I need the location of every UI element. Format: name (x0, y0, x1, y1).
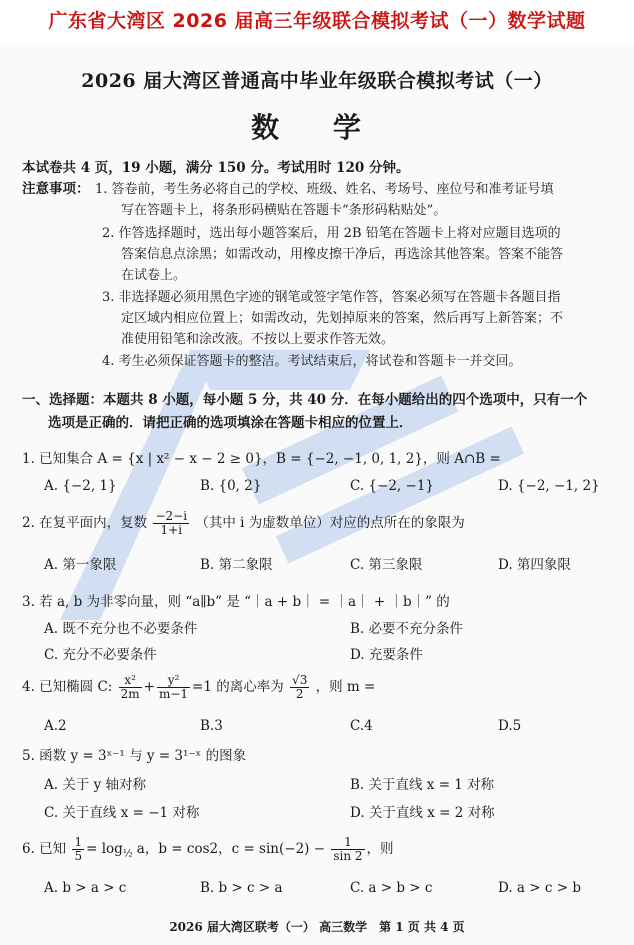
question-5-option-d: D. 关于直线 x = 2 对称 (350, 805, 495, 821)
question-4-fraction-1 (119, 674, 142, 701)
question-1-option-a: A. {−2, 1} (44, 478, 117, 494)
fraction-numerator: 1 (74, 835, 83, 849)
fraction-numerator: 1 (331, 836, 364, 850)
fraction-denominator: 2m (120, 687, 140, 701)
question-4-equals: =1 的离心率为 (192, 679, 284, 695)
exam-info: 本试卷共 4 页，19 小题，满分 150 分。考试用时 120 分钟。 (22, 160, 410, 176)
question-4-stem-post: ，则 m = (315, 679, 376, 695)
question-2-option-b: B. 第二象限 (200, 557, 273, 573)
fraction-denominator: 2 (295, 687, 304, 701)
note-4: 4. 考生必须保证答题卡的整洁。考试结束后，将试卷和答题卡一并交回。 (102, 354, 522, 369)
question-6-option-a: A. b > a > c (44, 880, 127, 896)
question-2-option-d: D. 第四象限 (498, 557, 571, 573)
section1-instructions-1: 一、选择题：本题共 8 小题，每小题 5 分，共 40 分．在每小题给出的四个选项中，只有一个 (22, 392, 588, 408)
question-3-stem: 3. 若 a, b 为非零向量，则 “a∥b” 是 “｜a + b｜ = ｜a｜ + ｜b｜” 的 (22, 594, 450, 610)
question-6-log: = log (86, 841, 123, 857)
fraction-numerator: x² (119, 674, 142, 688)
question-4-option-b: B.3 (200, 718, 223, 734)
question-2-option-c: C. 第三象限 (350, 557, 423, 573)
note-3-line-3: 准使用铅笔和涂改液。不按以上要求作答无效。 (121, 332, 395, 347)
question-4-stem-pre: 4. 已知椭圆 C: (22, 679, 113, 695)
question-2-stem (22, 510, 465, 537)
question-4-option-c: C.4 (350, 718, 373, 734)
question-1-option-c: C. {−2, −1} (350, 478, 434, 494)
question-6-option-c: C. a > b > c (350, 880, 433, 896)
fraction-numerator: y² (157, 674, 190, 688)
question-1-stem: 1. 已知集合 A = {x | x² − x − 2 ≥ 0}，B = {−2, −1, 0, 1, 2}，则 A∩B = (22, 451, 501, 467)
fraction-numerator: −2−i (155, 509, 188, 523)
question-6-fraction-1 (72, 836, 84, 863)
question-4-stem (22, 674, 375, 701)
question-4-fraction-2 (157, 674, 190, 701)
notes-label: 注意事项： (22, 181, 90, 197)
fraction-denominator: 1+i (160, 523, 183, 537)
note-1-line-2: 写在答题卡上，将条形码横贴在答题卡“条形码粘贴处”。 (121, 203, 447, 218)
fraction-denominator: m−1 (158, 687, 189, 701)
question-2-option-a: A. 第一象限 (44, 557, 117, 573)
question-6-stem-post: ，则 (366, 841, 394, 857)
question-1-option-b: B. {0, 2} (200, 478, 262, 494)
question-5-option-c: C. 关于直线 x = −1 对称 (44, 805, 200, 821)
fraction-denominator: sin 2 (333, 849, 363, 863)
fraction-numerator: √3 (292, 673, 308, 687)
question-6-fraction-2 (331, 836, 364, 863)
question-6-stem (22, 836, 394, 863)
question-4-option-d: D.5 (498, 718, 522, 734)
note-1-line-1: 1. 答卷前，考生务必将自己的学校、班级、姓名、考场号、座位号和准考证号填 (95, 182, 554, 197)
question-2-stem-post: （其中 i 为虚数单位）对应的点所在的象限为 (195, 515, 465, 531)
question-5-stem: 5. 函数 y = 3ˣ⁻¹ 与 y = 3¹⁻ˣ 的图象 (22, 748, 247, 764)
question-3-option-d: D. 充要条件 (350, 647, 423, 663)
note-3-line-1: 3. 非选择题必须用黑色字迹的钢笔或签字笔作答，答案必须写在答题卡各题目指 (102, 290, 561, 305)
note-3-line-2: 定区域内相应位置上；如需改动，先划掉原来的答案，然后再写上新答案；不 (121, 311, 564, 326)
question-6-mid: a，b = cos2，c = sin(−2) − (132, 841, 326, 857)
question-2-stem-pre: 2. 在复平面内，复数 (22, 515, 148, 531)
note-2-line-1: 2. 作答选择题时，选出每小题答案后，用 2B 铅笔在答题卡上将对应题目选项的 (102, 226, 561, 241)
question-2-fraction (153, 510, 189, 537)
fraction-denominator: 5 (74, 849, 83, 863)
question-5-option-b: B. 关于直线 x = 1 对称 (350, 777, 495, 793)
page-footer: 2026 届大湾区联考（一） 高三数学 第 1 页 共 4 页 (169, 920, 465, 934)
page-banner: 广东省大湾区 2026 届高三年级联合模拟考试（一）数学试题 (48, 10, 586, 32)
note-2-line-2: 答案信息点涂黑；如需改动，用橡皮擦干净后，再选涂其他答案。答案不能答 (121, 247, 564, 262)
question-3-option-c: C. 充分不必要条件 (44, 647, 157, 663)
question-6-option-d: D. a > c > b (498, 880, 581, 896)
question-1-option-d: D. {−2, −1, 2} (498, 478, 600, 494)
question-6-option-b: B. b > c > a (200, 880, 283, 896)
question-3-option-a: A. 既不充分也不必要条件 (44, 621, 198, 637)
question-3-option-b: B. 必要不充分条件 (350, 621, 464, 637)
note-2-line-3: 在试卷上。 (121, 268, 187, 283)
plus-sign: + (143, 679, 155, 695)
exam-title: 2026 届大湾区普通高中毕业年级联合模拟考试（一） (81, 70, 553, 92)
question-5-option-a: A. 关于 y 轴对称 (44, 777, 147, 793)
question-6-stem-pre: 6. 已知 (22, 841, 67, 857)
question-4-option-a: A.2 (44, 718, 67, 734)
section1-instructions-2: 选项是正确的．请把正确的选项填涂在答题卡相应的位置上． (48, 415, 413, 431)
question-4-fraction-3 (290, 674, 309, 701)
log-base: ½ (122, 848, 133, 860)
exam-subject: 数 学 (251, 111, 383, 144)
